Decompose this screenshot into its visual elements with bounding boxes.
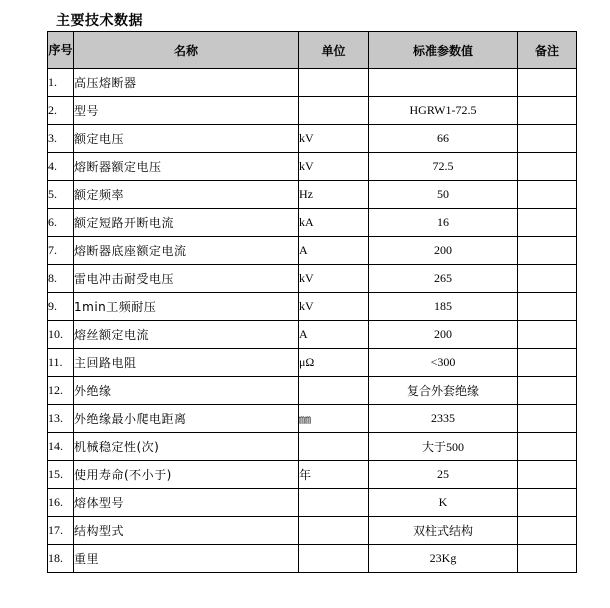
row-unit: Hz [299,181,369,209]
row-name: 额定短路开断电流 [74,209,299,237]
row-unit: μΩ [299,349,369,377]
table-row [48,181,577,209]
row-value: 复合外套绝缘 [369,377,518,405]
table-row [48,97,577,125]
row-name: 额定频率 [74,181,299,209]
header-seq: 序号 [48,32,74,69]
table-row [48,125,577,153]
row-value [369,69,518,97]
row-name: 熔体型号 [74,489,299,517]
table-row [48,265,577,293]
row-value: 23Kg [369,545,518,573]
row-value: 200 [369,237,518,265]
row-note [518,517,577,545]
row-note [518,377,577,405]
row-seq: 6. [48,209,74,237]
row-unit: kV [299,153,369,181]
row-name: 重里 [74,545,299,573]
row-seq: 10. [48,321,74,349]
table-row [48,237,577,265]
row-unit: A [299,237,369,265]
row-unit: kA [299,209,369,237]
row-unit: kV [299,293,369,321]
header-name: 名称 [74,32,299,69]
row-value: 265 [369,265,518,293]
spec-table [47,31,577,573]
row-seq: 13. [48,405,74,433]
row-note [518,405,577,433]
row-seq: 3. [48,125,74,153]
table-row [48,489,577,517]
table-row [48,405,577,433]
row-note [518,545,577,573]
row-unit: kV [299,125,369,153]
row-value: 2335 [369,405,518,433]
row-name: 雷电冲击耐受电压 [74,265,299,293]
row-seq: 14. [48,433,74,461]
row-unit: ㎜ [299,405,369,433]
row-note [518,461,577,489]
row-note [518,97,577,125]
row-value: 50 [369,181,518,209]
row-unit [299,489,369,517]
row-name: 熔断器额定电压 [74,153,299,181]
row-note [518,209,577,237]
row-seq: 4. [48,153,74,181]
row-note [518,293,577,321]
row-seq: 11. [48,349,74,377]
row-name: 型号 [74,97,299,125]
row-value: 16 [369,209,518,237]
row-unit [299,69,369,97]
row-seq: 17. [48,517,74,545]
row-value: 25 [369,461,518,489]
row-name: 主回路电阻 [74,349,299,377]
row-unit [299,97,369,125]
row-seq: 7. [48,237,74,265]
row-note [518,321,577,349]
row-name: 1min工频耐压 [74,293,299,321]
page-title: 主要技术数据 [56,13,143,29]
row-note [518,125,577,153]
row-name: 额定电压 [74,125,299,153]
row-unit: kV [299,265,369,293]
row-name: 熔丝额定电流 [74,321,299,349]
row-seq: 1. [48,69,74,97]
row-note [518,265,577,293]
row-seq: 18. [48,545,74,573]
row-seq: 16. [48,489,74,517]
table-row [48,545,577,573]
header-unit: 单位 [299,32,369,69]
row-name: 机械稳定性(次) [74,433,299,461]
table-row [48,69,577,97]
row-seq: 12. [48,377,74,405]
table-row [48,377,577,405]
row-value: 66 [369,125,518,153]
row-value: K [369,489,518,517]
row-name: 高压熔断器 [74,69,299,97]
row-seq: 9. [48,293,74,321]
row-note [518,237,577,265]
row-note [518,153,577,181]
row-note [518,349,577,377]
header-value: 标准参数值 [369,32,518,69]
header-note: 备注 [518,32,577,69]
row-note [518,181,577,209]
table-row [48,153,577,181]
row-unit [299,545,369,573]
row-value: 200 [369,321,518,349]
row-seq: 5. [48,181,74,209]
row-unit: 年 [299,461,369,489]
row-unit [299,517,369,545]
table-row [48,461,577,489]
row-unit [299,377,369,405]
row-unit: A [299,321,369,349]
row-seq: 15. [48,461,74,489]
row-value: 185 [369,293,518,321]
row-seq: 8. [48,265,74,293]
row-name: 外绝缘最小爬电距离 [74,405,299,433]
row-value: 72.5 [369,153,518,181]
row-value: <300 [369,349,518,377]
row-name: 外绝缘 [74,377,299,405]
table-row [48,209,577,237]
row-unit [299,433,369,461]
table-row [48,433,577,461]
row-name: 使用寿命(不小于) [74,461,299,489]
table-header-row [48,32,577,69]
row-note [518,489,577,517]
row-note [518,433,577,461]
table-row [48,293,577,321]
row-note [518,69,577,97]
table-row [48,349,577,377]
row-value: 大于500 [369,433,518,461]
row-name: 结构型式 [74,517,299,545]
row-seq: 2. [48,97,74,125]
row-value: 双柱式结构 [369,517,518,545]
table-row [48,321,577,349]
row-name: 熔断器底座额定电流 [74,237,299,265]
row-value: HGRW1-72.5 [369,97,518,125]
table-row [48,517,577,545]
